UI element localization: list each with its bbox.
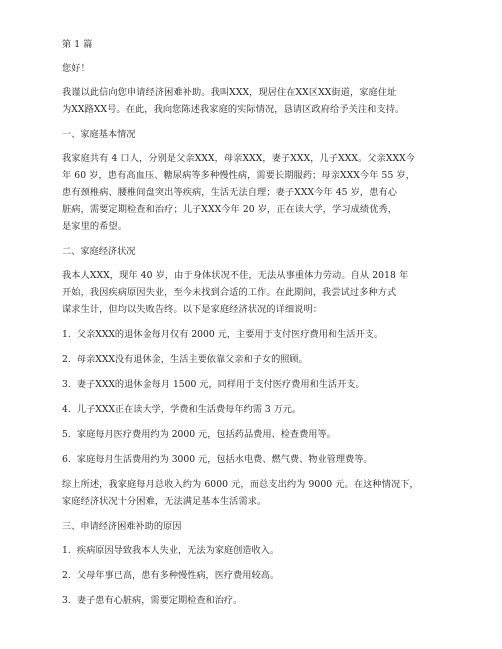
list-item: [62, 567, 462, 584]
summary-paragraph: [62, 476, 462, 510]
list-item: [62, 451, 462, 468]
paragraph-line: 患有颈椎病、腰椎间盘突出等疾病，生活无法自理；妻子XXX今年 45 岁，患有心: [62, 187, 398, 198]
list-item: [62, 542, 462, 559]
list-item: [62, 326, 462, 343]
paragraph-line: 脏病，需要定期检查和治疗；儿子XXX今年 20 岁，正在读大学，学习成绩优秀，: [62, 204, 398, 215]
list-number: 4.: [62, 404, 71, 415]
list-text: 父亲XXX的退休金每月仅有 2000 元，主要用于支付医疗费用和生活开支。: [76, 329, 384, 340]
list-number: 2.: [62, 354, 71, 365]
list-text: 儿子XXX正在读大学，学费和生活费每年约需 3 万元。: [76, 404, 302, 415]
paragraph-line: 我本人XXX，现年 40 岁，由于身体状况不佳，无法从事重体力劳动。自从 2018 年: [62, 270, 409, 281]
list-number: 3.: [62, 379, 71, 390]
list-text: 疾病原因导致我本人失业，无法为家庭创造收入。: [76, 545, 280, 556]
family-basic-paragraph: [62, 150, 462, 235]
paragraph-line: 开始，我因疾病原因失业，至今未找到合适的工作。在此期间，我尝试过多种方式: [62, 287, 397, 298]
greeting: 您好！: [62, 63, 90, 74]
list-number: 5.: [62, 429, 71, 440]
section-heading-1: 一、家庭基本情况: [62, 129, 136, 140]
list-text: 家庭每月医疗费用约为 2000 元，包括药品费用、检查费用等。: [76, 429, 336, 440]
list-item: [62, 592, 462, 609]
section-heading-2: 二、家庭经济状况: [62, 246, 136, 257]
list-item: [62, 401, 462, 418]
paragraph-line: 综上所述，我家庭每月总收入约为 6000 元，而总支出约为 9000 元。在这种情况下，: [62, 479, 419, 490]
paragraph-line: 家庭经济状况十分困难，无法满足基本生活需求。: [62, 496, 267, 507]
paragraph-line: 年 60 岁，患有高血压、糖尿病等多种慢性病，需要长期服药；母亲XXX今年 55 岁，: [62, 170, 415, 181]
economic-status-paragraph: [62, 267, 462, 318]
list-item: [62, 351, 462, 368]
section-label: 第 1 篇: [62, 39, 93, 50]
list-text: 妻子患有心脏病，需要定期检查和治疗。: [76, 595, 243, 606]
list-number: 1.: [62, 329, 71, 340]
paragraph-line: 我家庭共有 4 口人，分别是父亲XXX，母亲XXX，妻子XXX，儿子XXX。父亲XXX今: [62, 153, 416, 164]
list-text: 妻子XXX的退休金每月 1500 元，同样用于支付医疗费用和生活开支。: [76, 379, 365, 390]
list-text: 父母年事已高，患有多种慢性病，医疗费用较高。: [76, 570, 280, 581]
list-text: 家庭每月生活费用约为 3000 元，包括水电费、燃气费、物业管理费等。: [76, 454, 373, 465]
list-number: 3.: [62, 595, 71, 606]
intro-line: 为XX路XX号。在此，我向您陈述我家庭的实际情况，恳请区政府给予关注和支持。: [62, 104, 405, 115]
section-heading-3: 三、申请经济困难补助的原因: [62, 521, 182, 532]
list-number: 2.: [62, 570, 71, 581]
intro-paragraph: [62, 84, 462, 118]
paragraph-line: 谋求生计，但均以失败告终。以下是家庭经济状况的详细说明：: [62, 304, 323, 315]
list-number: 1.: [62, 545, 71, 556]
paragraph-line: 是家里的希望。: [62, 221, 128, 232]
list-text: 母亲XXX没有退休金，生活主要依靠父亲和子女的照顾。: [76, 354, 308, 365]
intro-line: 我谨以此信向您申请经济困难补助。我叫XXX，现居住在XX区XX街道，家庭住址: [62, 87, 397, 98]
list-item: [62, 376, 462, 393]
list-number: 6.: [62, 454, 71, 465]
list-item: [62, 426, 462, 443]
